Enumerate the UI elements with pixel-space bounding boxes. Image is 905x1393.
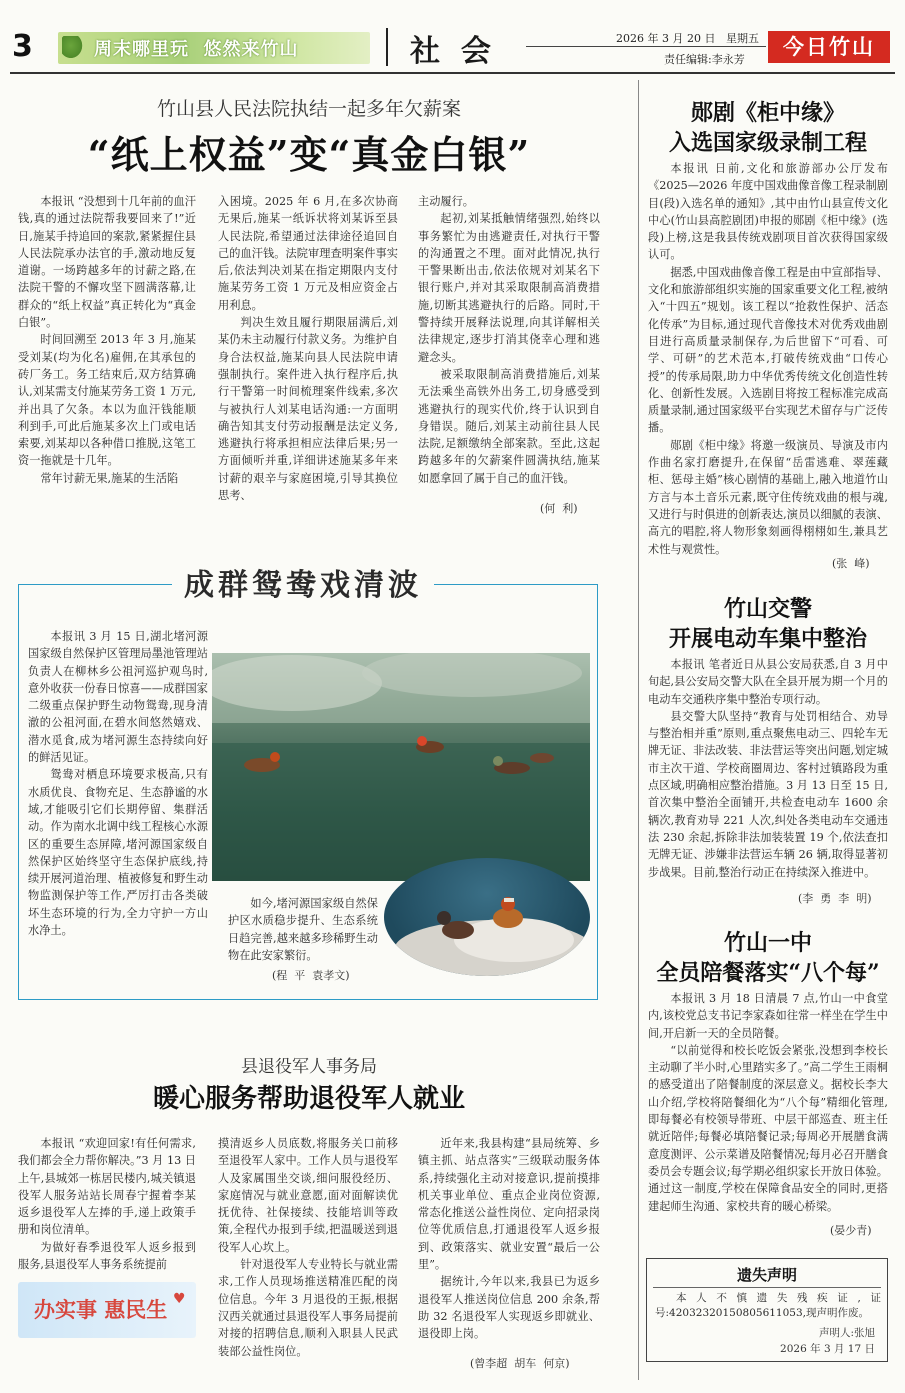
duck-scene xyxy=(212,653,590,881)
duck-2 xyxy=(416,736,444,753)
duck-pair-scene xyxy=(384,858,590,976)
section-divider xyxy=(386,28,388,66)
a1-column-2: 入困境。2025 年 6 月,在多次协商无果后,施某一纸诉状将刘某诉至县人民法院,希望通过法律途径追回自己的血汗钱。法院审理查明案件事实后,依法判决刘某在指定期限内支付施某劳务工资 1 万元及相应资金占用利息。 判决生效且履行期限届满后,刘某仍未主动履行付款义务。为维护自身合法权益,施某向县人民法院申请强制执行。案件进入执行程序后,执行干警第一时间梳理案件线索,多次与被执行人刘某电话沟通:一方面明确告知其支付劳动报酬是法定义务,逃避执行将承担相应法律后果;另一方面倾听并重,详细讲述施某多年来讨薪的艰辛与家庭困境,引导其换位思考、 xyxy=(218,195,398,503)
banner-text: 周末哪里玩 悠然来竹山 xyxy=(94,39,299,60)
a1-credit: (何 利) xyxy=(540,502,578,515)
heart-icon: ♥ xyxy=(173,1291,186,1307)
service-badge-text: 办实事 惠民生 xyxy=(34,1297,168,1322)
a1-headline: “纸上权益”变“真金白银” xyxy=(87,132,531,177)
a2-credit: (程 平 袁孝文) xyxy=(272,969,350,982)
lost-notice-box xyxy=(646,1258,888,1362)
r2-headline-2: 开展电动车集中整治 xyxy=(668,626,867,652)
page-number: 3 xyxy=(12,29,33,64)
section-title: 社 会 xyxy=(410,34,491,69)
r2-credit: (李 勇 李 明) xyxy=(798,892,872,905)
a2-headline: 成群鸳鸯戏清波 xyxy=(172,560,434,604)
issue-date: 2026 年 3 月 20 日 星期五 xyxy=(616,32,759,45)
r1-body: 本报讯 日前,文化和旅游部办公厅发布《2025—2026 年度中国戏曲像音像工程录制剧目(段)入选名单的通知》,其中由竹山县宣传文化中心(竹山县高腔剧团)申报的郧剧《柜中缘》(选段)上榜,这是我县传统戏剧项目首次获得国家级认可。 据悉,中国戏曲像音像工程是由中宣部指导、文化和旅游部组织实施的国家重要文化工程,被纳入“十四五”规划。该工程以“抢救性保护、活态化传承”为目标,通过现代音像技术对优秀戏曲剧目进行高质量录制保存,为后世留下“可看、可学、可研”的艺术范本,打破传统戏曲“口传心授”的传承局限,助力中华优秀传统文化创造性转化、创新性发展。入选剧目将按工程标准完成高质量录制,通过国家级平台实现艺术留存与广泛传播。 郧剧《柜中缘》将邀一级演员、导演及市内作曲名家打磨提升,在保留“岳雷逃难、翠莲藏柜、惩母主婚”核心剧情的基础上,融入地道竹山方言与本土音乐元素,既守住传统戏曲的根与魂,又进行与时俱进的创新表达,演员以细腻的表演、高亢的唱腔,将人物形象刻画得栩栩如生,兼具艺术性与观赏性。 xyxy=(648,162,888,556)
lost-notice-signer: 声明人:张旭 xyxy=(818,1327,875,1339)
page-banner xyxy=(58,32,370,64)
r1-credit: (张 峰) xyxy=(832,557,870,570)
a3-credit: (曾李超 胡车 何京) xyxy=(470,1357,570,1370)
mandarin-duck-inset-photo xyxy=(384,858,590,976)
r1-headline-2: 入选国家级录制工程 xyxy=(668,130,867,156)
r3-headline-1: 竹山一中 xyxy=(723,930,812,956)
lost-notice-rule xyxy=(653,1287,881,1288)
r1-headline-1: 郧剧《柜中缘》 xyxy=(690,100,845,126)
r2-headline-1: 竹山交警 xyxy=(723,596,812,622)
lost-notice-title: 遗失声明 xyxy=(736,1266,797,1284)
a1-kicker: 竹山县人民法院执结一起多年欠薪案 xyxy=(156,98,461,120)
a1-column-1: 本报讯 “没想到十几年前的血汗钱,真的通过法院帮我要回来了!”近日,施某手持追回的案款,紧紧握住县人民法院承办法官的手,激动地反复道谢。一场跨越多年的讨薪之路,在法院干警的不懈攻坚下圆满落幕,让群众的“纸上权益”真正转化为“真金白银”。 时间回溯至 2013 年 3 月,施某受刘某(均为化名)雇佣,在其承包的砖厂务工。务工结束后,双方结算确认,刘某需支付施某劳务工资 1 万元,并出具了欠条。本以为血汗钱能顺利到手,可此后施某多次上门或电话索要,刘某却以各种借口推脱,这笔工资一拖就是十几年。 常年讨薪无果,施某的生活陷 xyxy=(18,195,196,485)
a3-column-1: 本报讯 “欢迎回家!有任何需求,我们都会全力帮你解决。”3 月 13 日上午,县城郊一栋居民楼内,城关镇退役军人服务站站长周春宁握着李某返乡退役军人左捧的手,递上政策手册和岗位清单。 为做好春季退役军人返乡报到服务,县退役军人事务系统提前 xyxy=(18,1137,196,1272)
lost-notice-date: 2026 年 3 月 17 日 xyxy=(780,1343,875,1355)
r3-headline-2: 全员陪餐落实“八个每” xyxy=(656,960,880,986)
a3-column-2: 摸清返乡人员底数,将服务关口前移至退役军人家中。工作人员与退役军人及家属围坐交谈,细问服役经历、家庭情况与就业意愿,面对面解读优抚优待、社保接续、技能培训等政策,全程代办报到手续,把温暖送到退役军人心坎上。 针对退役军人专业特长与就业需求,工作人员现场推送精准匹配的岗位信息。今年 3 月退役的王振,根据汉西关就通过县退役军人事务局提前对接的招聘信息,顺利入职县人民武装部公益性岗位。 xyxy=(218,1137,398,1358)
r3-credit: (晏少青) xyxy=(830,1224,872,1237)
editor-credit: 责任编辑:李永芳 xyxy=(664,53,745,66)
a3-kicker: 县退役军人事务局 xyxy=(241,1057,377,1077)
a3-headline: 暖心服务帮助退役军人就业 xyxy=(152,1084,465,1114)
leaf-icon xyxy=(62,36,84,60)
header-bottom-rule xyxy=(10,72,895,74)
a2-caption: 如今,堵河源国家级自然保护区水质稳步提升、生态系统日趋完善,越来越多珍稀野生动物在此安家繁衍。 xyxy=(228,897,378,962)
newspaper-logo: 今日竹山 xyxy=(768,31,890,63)
lost-notice-body: 本人不慎遗失残疾证,证号:42032320150805611053,现声明作废。 xyxy=(655,1292,881,1319)
column-divider xyxy=(638,80,639,1380)
service-badge xyxy=(18,1282,196,1338)
r2-body: 本报讯 笔者近日从县公安局获悉,自 3 月中旬起,县公安局交警大队在全县开展为期一个月的电动车交通秩序集中整治专项行动。 县交警大队坚持“教育与处罚相结合、劝导与整治相并重”原则,重点聚焦电动三、四轮车无牌无证、非法改装、非法营运等突出问题,划定城市主次干道、学校商圈周边、客村过镇路段为重点区域,明确相应整治措施。3 月 13 日至 15 日,首次集中整治全面铺开,共检查电动车 1600 余辆次,教育劝导 221 人次,纠处各类电动车交通违法 230 余起,拆除非法加装装置 19 个,依法查扣无牌无证、涉嫌非法营运车辆 26 辆,取得显著初步战果。目前,整治行动正在持续深入推进中。 xyxy=(648,658,888,879)
a1-column-3: 主动履行。 起初,刘某抵触情绪强烈,始终以事务繁忙为由逃避责任,对执行干警的沟通置之不理。面对此情况,执行干警果断出击,依法依规对刘某名下银行账户,并对其采取限制高消费措施,切断其逃避执行的后路。同时,干警持续开展释法说理,向其详解相关法律规定,逐步打消其侥幸心理和逃避念头。 被采取限制高消费措施后,刘某无法乘坐高铁外出务工,切身感受到逃避执行的现实代价,终于认识到自身错误。随后,刘某主动前往县人民法院,足额缴纳全部案款。至此,这起跨越多年的欠薪案件圆满执结,施某如愿拿回了属于自己的血汗钱。 xyxy=(418,195,600,485)
a2-body: 本报讯 3 月 15 日,湖北堵河源国家级自然保护区管理局墨池管理站负责人在柳林乡公祖河巡护观鸟时,意外收获一份春日惊喜——成群国家二级重点保护野生动物鸳鸯,现身清澈的公祖河面,在碧水间悠然嬉戏、潜水觅食,成为堵河源生态持续向好的鲜活见证。 鸳鸯对栖息环境要求极高,只有水质优良、食物充足、生态静谧的水域,才能吸引它们长期停留、集群活动。作为南水北调中线工程核心水源区的重要生态屏障,堵河源国家级自然保护区始终坚守生态保护底线,持续开展河道治理、植被修复和野生动物监测保护等工作,严厉打击各类破坏生态环境的行为,全力守护一方山水净土。 xyxy=(28,630,208,938)
r3-body: 本报讯 3 月 18 日清晨 7 点,竹山一中食堂内,该校党总支书记李家森如往常一样坐在学生中间,开启新一天的全员陪餐。 “以前觉得和校长吃饭会紧张,没想到李校长主动聊了半小时,心里踏实多了。”高二学生王雨桐的感受道出了陪餐制度的深层意义。据校长李大山介绍,学校将陪餐细化为“八个每”精细化管理,即每餐必有校领导带班、中层干部巡查、班主任就近陪伴;每餐必填陪餐记录;每周必开展膳食满意度测评、公示菜谱及陪餐情况;每月必召开膳食委员会专题会议;每学期必组织家长开放日体验。通过这一制度,学校在保障食品安全的同时,更搭建起师生沟通、家校共育的暖心桥梁。 xyxy=(648,992,888,1213)
a3-column-3: 近年来,我县构建“县局统筹、乡镇主抓、站点落实”三级联动服务体系,持续强化主动对接意识,提前摸排机关事业单位、重点企业岗位资源,常态化推送公益性岗位、定向招录岗位等优质信息,打通退役军人返乡报到、政策落实、就业安置“最后一公里”。 据统计,今年以来,我县已为返乡退役军人推送岗位信息 200 余条,帮助 32 名退役军人实现返乡即就业、退役即上岗。 xyxy=(418,1137,600,1341)
header-rule xyxy=(526,46,766,47)
mandarin-duck-photo xyxy=(212,653,590,881)
